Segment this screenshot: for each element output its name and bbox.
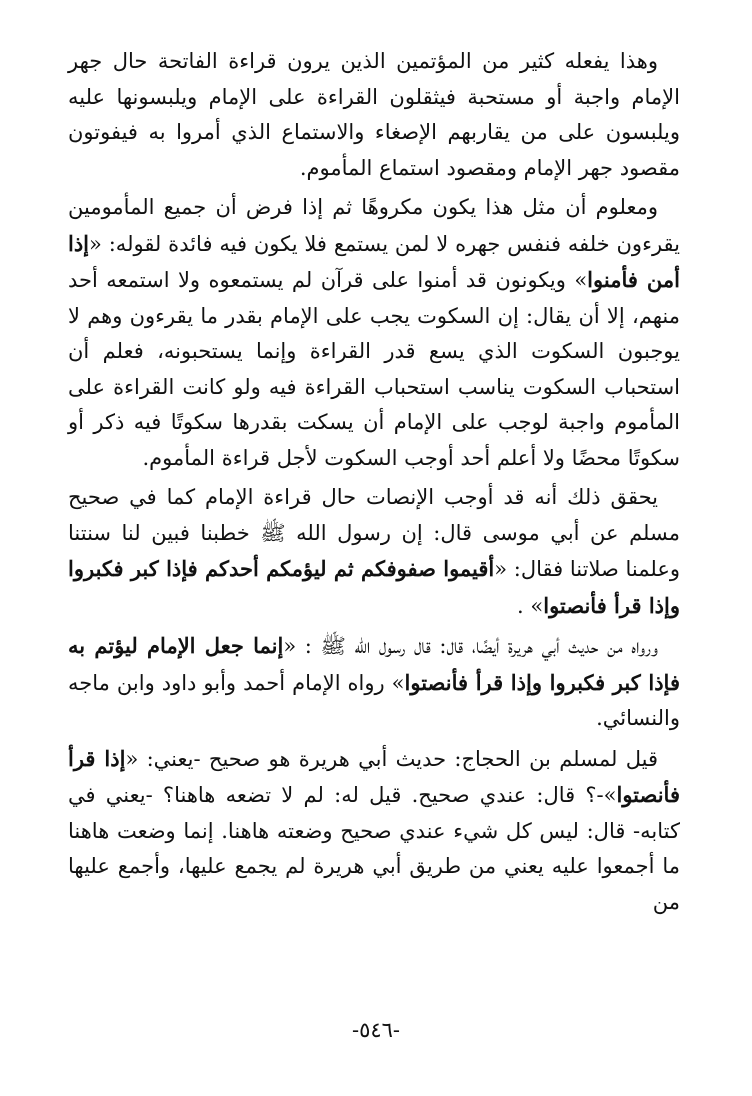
paragraph-text: يحقق ذلك أنه قد أوجب الإنصات حال قراءة الإمام كما في صحيح مسلم عن أبي موسى قال: إن رسول الله ﷺ خطبنا فبين لنا سنتنا وعلمنا صلاتنا فقال: «	[68, 485, 680, 581]
paragraph-4	[68, 628, 680, 737]
hadith-quote: إذا قرأ فأنصتوا	[68, 745, 680, 807]
paragraph-text: ومعلوم أن مثل هذا يكون مكروهًا ثم إذا فرض أن جميع المأمومين يقرءون خلفه فنفس جهره لا لمن يستمع فلا يكون فيه فائدة لقوله: «	[68, 195, 680, 256]
hadith-quote: إذا أمن فأمنوا	[68, 230, 680, 292]
paragraph-3	[68, 480, 680, 624]
paragraph-text: ورواه من حديث أبي هريرة أيضًا، قال: قال رسول الله ﷺ : «	[283, 634, 659, 658]
page-body	[68, 44, 680, 920]
paragraph-text: » رواه الإمام أحمد وأبو داود وابن ماجه والنسائي.	[68, 670, 680, 730]
paragraph-text: » .	[517, 593, 544, 618]
paragraph-5	[68, 741, 680, 921]
paragraph-text: وهذا يفعله كثير من المؤتمين الذين يرون قراءة الفاتحة حال جهر الإمام واجبة أو مستحبة فيثقلون القراءة على الإمام ويلبسونها عليه ويلبسون على من يقاربهم الإصغاء والاستماع الذي أمروا به فيفوتون مقصود جهر الإمام ومقصود استماع المأموم.	[68, 49, 680, 180]
hadith-quote: إنما جعل الإمام ليؤتم به فإذا كبر فكبروا وإذا قرأ فأنصتوا	[68, 633, 680, 695]
paragraph-2	[68, 190, 680, 476]
paragraph-1	[68, 44, 680, 186]
paragraph-text: »-؟ قال: عندي صحيح. قيل له: لم لا تضعه هاهنا؟ -يعني في كتابه- قال: ليس كل شيء عندي صحيح وضعته هاهنا. إنما وضعت هاهنا ما أجمعوا عليه يعني من طريق أبي هريرة لم يجمع عليها، وأجمع عليها من	[68, 783, 680, 914]
paragraph-text: » ويكونون قد أمنوا على قرآن لم يستمعوه ولا استمعه أحد منهم، إلا أن يقال: إن السكوت يجب على الإمام بقدر ما يقرءون وهم لا يوجبون السكوت الذي يسع قدر القراءة وإنما يستحبونه، فعلم أن استحباب السكوت يناسب استحباب القراءة فيه ولو كانت القراءة على المأموم واجبة لوجب على الإمام أن يسكت بقدرها سكوتًا فيه ذكر أو سكوتًا محضًا ولا أعلم أحد أوجب السكوت لأجل قراءة المأموم.	[68, 268, 680, 470]
page-number: -٥٤٦-	[351, 1018, 401, 1042]
hadith-quote: أقيموا صفوفكم ثم ليؤمكم أحدكم فإذا كبر فكبروا وإذا قرأ فأنصتوا	[68, 556, 680, 618]
paragraph-text: قيل لمسلم بن الحجاج: حديث أبي هريرة هو صحيح -يعني: «	[125, 746, 658, 771]
